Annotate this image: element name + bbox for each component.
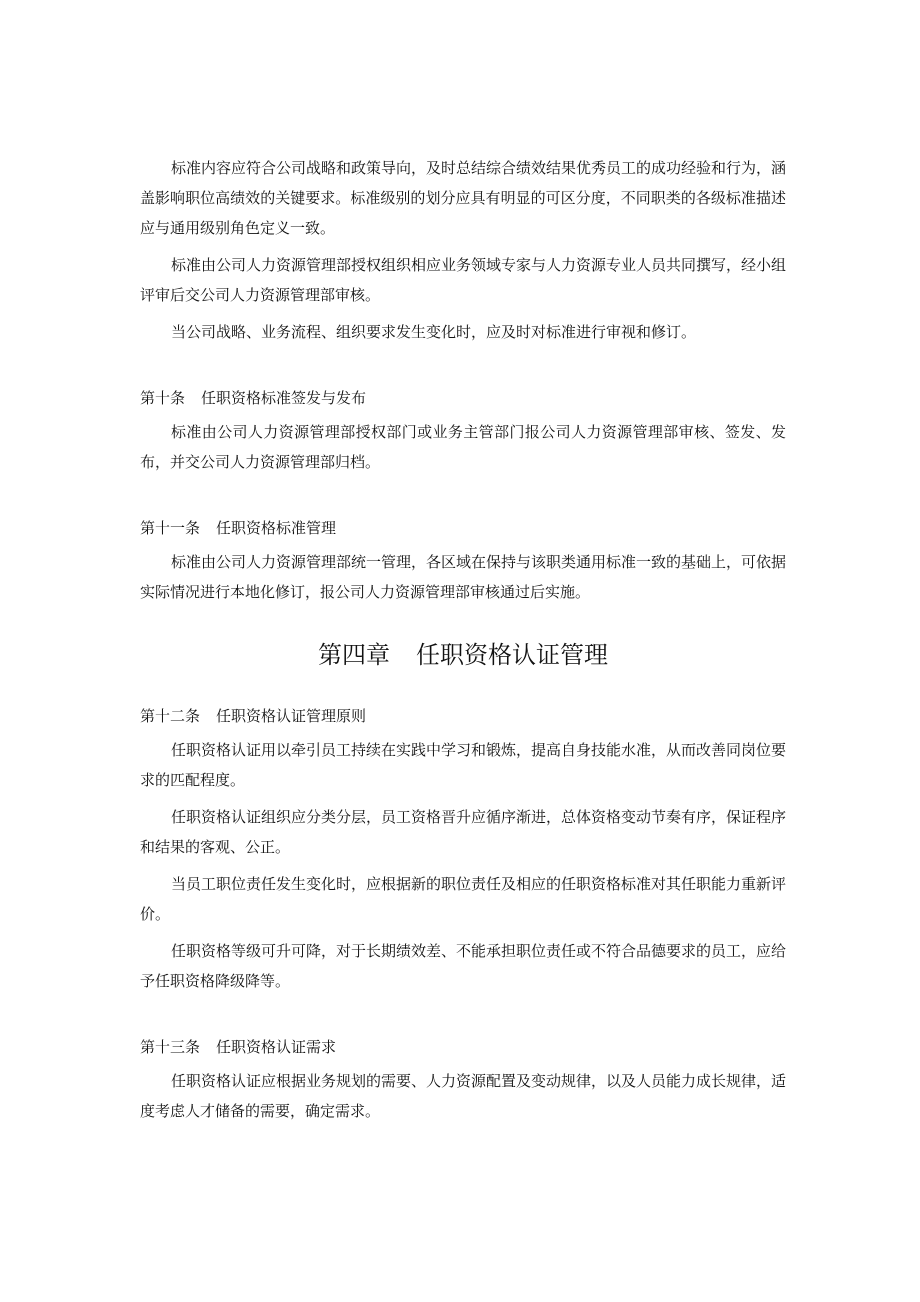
article-title: 任职资格标准管理 bbox=[216, 519, 337, 537]
article-number: 第十一条 bbox=[140, 519, 201, 537]
article-number: 第十二条 bbox=[140, 707, 201, 725]
article-heading-10 bbox=[140, 383, 786, 413]
article-title: 任职资格认证需求 bbox=[216, 1038, 337, 1056]
paragraph: 标准由公司人力资源管理部授权部门或业务主管部门报公司人力资源管理部审核、签发、发布，并交公司人力资源管理部归档。 bbox=[140, 423, 786, 471]
article-title: 任职资格标准签发与发布 bbox=[201, 389, 367, 407]
paragraph: 任职资格认证组织应分类分层，员工资格晋升应循序渐进，总体资格变动节奏有序，保证程序和结果的客观、公正。 bbox=[140, 808, 787, 856]
paragraph: 任职资格认证应根据业务规划的需要、人力资源配置及变动规律，以及人员能力成长规律，适度考虑人才储备的需要，确定需求。 bbox=[140, 1072, 787, 1120]
chapter-number: 第四章 bbox=[318, 641, 390, 669]
paragraph: 当员工职位责任发生变化时，应根据新的职位责任及相应的任职资格标准对其任职能力重新评价。 bbox=[140, 875, 787, 923]
article-number: 第十三条 bbox=[140, 1038, 201, 1056]
document-body bbox=[140, 153, 786, 1126]
article-heading-11 bbox=[140, 513, 786, 543]
paragraph: 标准由公司人力资源管理部统一管理，各区域在保持与该职类通用标准一致的基础上，可依据实际情况进行本地化修订，报公司人力资源管理部审核通过后实施。 bbox=[140, 553, 787, 601]
paragraph: 任职资格等级可升可降，对于长期绩效差、不能承担职位责任或不符合品德要求的员工，应给予任职资格降级降等。 bbox=[140, 942, 787, 990]
paragraph: 标准内容应符合公司战略和政策导向，及时总结综合绩效结果优秀员工的成功经验和行为，涵盖影响职位高绩效的关键要求。标准级别的划分应具有明显的可区分度，不同职类的各级标准描述应与通用级别角色定义一致。 bbox=[140, 159, 787, 237]
article-title: 任职资格认证管理原则 bbox=[216, 707, 367, 725]
chapter-title: 任职资格认证管理 bbox=[416, 641, 608, 669]
article-number: 第十条 bbox=[140, 389, 186, 407]
article-heading-13 bbox=[140, 1032, 786, 1062]
chapter-heading bbox=[140, 637, 786, 673]
paragraph: 任职资格认证用以牵引员工持续在实践中学习和锻炼，提高自身技能水准，从而改善同岗位要求的匹配程度。 bbox=[140, 741, 787, 789]
article-heading-12 bbox=[140, 701, 786, 731]
paragraph: 当公司战略、业务流程、组织要求发生变化时，应及时对标准进行审视和修订。 bbox=[171, 323, 697, 341]
paragraph: 标准由公司人力资源管理部授权组织相应业务领域专家与人力资源专业人员共同撰写，经小组评审后交公司人力资源管理部审核。 bbox=[140, 256, 787, 304]
